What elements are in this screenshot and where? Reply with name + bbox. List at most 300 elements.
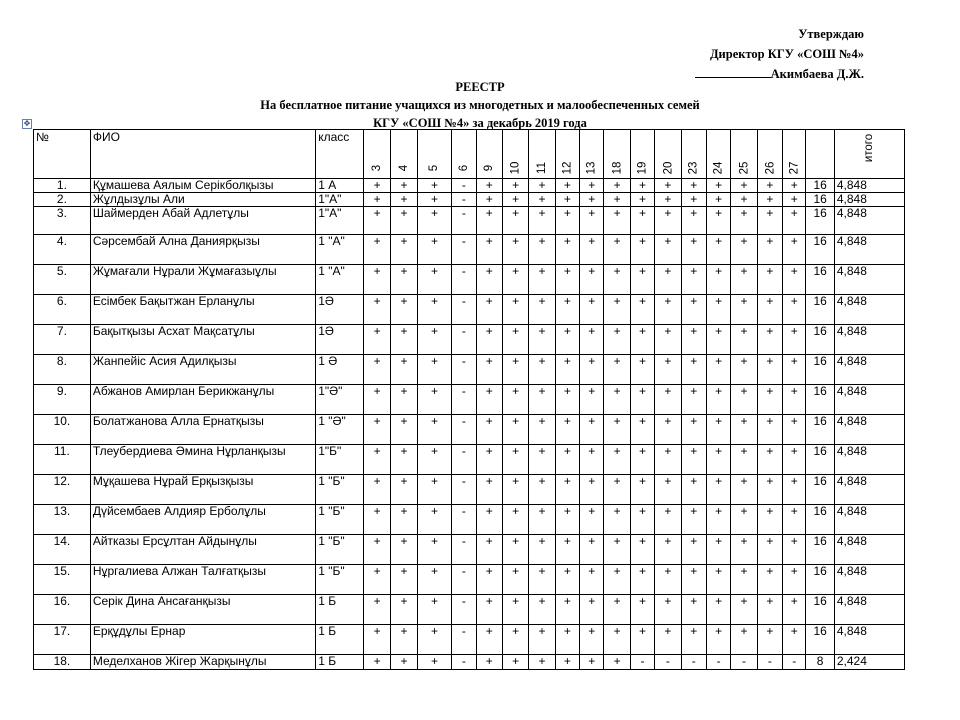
attendance-mark: + <box>604 505 630 535</box>
attendance-mark: + <box>555 325 579 355</box>
attendance-mark: + <box>529 235 555 265</box>
attendance-mark: + <box>706 625 730 655</box>
attendance-mark: + <box>555 385 579 415</box>
attendance-mark: + <box>706 535 730 565</box>
attendance-mark: + <box>580 207 604 235</box>
table-row <box>34 193 905 207</box>
attendance-mark: + <box>630 595 654 625</box>
header-day-label: 13 <box>585 161 598 175</box>
attendance-mark: + <box>391 265 417 295</box>
attendance-mark: + <box>630 355 654 385</box>
attendance-mark: + <box>417 355 452 385</box>
attendance-mark: + <box>529 445 555 475</box>
attendance-mark: - <box>655 655 681 670</box>
attendance-mark: + <box>417 235 452 265</box>
days-count: 16 <box>806 179 834 193</box>
student-class: 1 А <box>316 179 364 193</box>
title-line-2: На бесплатное питание учащихся из многодетных и малообеспеченных семей <box>260 98 700 112</box>
attendance-mark: + <box>580 265 604 295</box>
attendance-mark: + <box>529 475 555 505</box>
attendance-mark: + <box>417 179 452 193</box>
attendance-mark: - <box>681 655 706 670</box>
attendance-mark: + <box>604 385 630 415</box>
student-name: Болатжанова Алла Ернатқызы <box>90 415 315 445</box>
attendance-mark: + <box>529 385 555 415</box>
table-row <box>34 535 905 565</box>
table-row <box>34 415 905 445</box>
header-total-label: итого <box>863 133 876 163</box>
attendance-mark: + <box>391 179 417 193</box>
attendance-mark: + <box>391 235 417 265</box>
attendance-mark: + <box>706 265 730 295</box>
header-day <box>502 130 528 179</box>
attendance-mark: + <box>529 325 555 355</box>
attendance-mark: + <box>604 325 630 355</box>
row-number: 1. <box>34 179 91 193</box>
attendance-mark: + <box>555 565 579 595</box>
attendance-mark: + <box>783 595 806 625</box>
attendance-mark: + <box>529 415 555 445</box>
attendance-mark: - <box>452 625 476 655</box>
attendance-mark: - <box>452 565 476 595</box>
header-day <box>555 130 579 179</box>
attendance-mark: + <box>391 385 417 415</box>
attendance-mark: - <box>452 193 476 207</box>
row-number: 12. <box>34 475 91 505</box>
attendance-mark: + <box>363 325 390 355</box>
attendance-mark: + <box>706 325 730 355</box>
attendance-mark: + <box>529 625 555 655</box>
days-count: 16 <box>806 355 834 385</box>
attendance-mark: - <box>757 655 782 670</box>
header-day-label: 24 <box>712 161 725 175</box>
attendance-mark: + <box>363 415 390 445</box>
attendance-mark: + <box>476 385 502 415</box>
row-number: 17. <box>34 625 91 655</box>
attendance-mark: + <box>417 655 452 670</box>
row-number: 16. <box>34 595 91 625</box>
attendance-mark: + <box>604 445 630 475</box>
attendance-mark: + <box>706 445 730 475</box>
attendance-mark: + <box>580 179 604 193</box>
table-row <box>34 235 905 265</box>
attendance-mark: + <box>476 207 502 235</box>
attendance-mark: + <box>706 565 730 595</box>
attendance-mark: - <box>452 385 476 415</box>
attendance-mark: + <box>502 355 528 385</box>
header-day <box>476 130 502 179</box>
header-day-label: 12 <box>561 161 574 175</box>
attendance-mark: + <box>731 505 757 535</box>
attendance-mark: + <box>363 595 390 625</box>
attendance-mark: + <box>363 475 390 505</box>
header-day <box>452 130 476 179</box>
attendance-mark: + <box>731 355 757 385</box>
attendance-mark: + <box>655 595 681 625</box>
attendance-mark: + <box>529 595 555 625</box>
attendance-mark: + <box>580 655 604 670</box>
attendance-mark: + <box>502 415 528 445</box>
attendance-mark: + <box>757 475 782 505</box>
attendance-mark: + <box>529 355 555 385</box>
row-total: 4,848 <box>834 325 904 355</box>
attendance-mark: + <box>363 655 390 670</box>
attendance-mark: - <box>452 235 476 265</box>
student-class: 1 "Б" <box>316 535 364 565</box>
attendance-mark: + <box>580 475 604 505</box>
attendance-mark: + <box>417 625 452 655</box>
attendance-mark: + <box>731 475 757 505</box>
attendance-mark: + <box>604 207 630 235</box>
header-day <box>391 130 417 179</box>
attendance-mark: + <box>363 565 390 595</box>
attendance-mark: + <box>757 265 782 295</box>
attendance-mark: + <box>417 385 452 415</box>
attendance-mark: + <box>655 295 681 325</box>
attendance-mark: + <box>417 475 452 505</box>
attendance-mark: + <box>630 265 654 295</box>
attendance-mark: + <box>604 295 630 325</box>
header-day <box>706 130 730 179</box>
attendance-mark: + <box>655 625 681 655</box>
attendance-mark: + <box>502 235 528 265</box>
attendance-mark: + <box>391 193 417 207</box>
header-day-label: 5 <box>428 164 441 172</box>
row-number: 14. <box>34 535 91 565</box>
attendance-mark: + <box>731 295 757 325</box>
attendance-mark: - <box>731 655 757 670</box>
row-total: 4,848 <box>834 415 904 445</box>
attendance-mark: + <box>604 415 630 445</box>
row-total: 4,848 <box>834 295 904 325</box>
attendance-mark: + <box>502 655 528 670</box>
days-count: 16 <box>806 207 834 235</box>
attendance-mark: + <box>476 565 502 595</box>
approval-line-2: Директор КГУ «СОШ №4» <box>709 47 864 61</box>
attendance-mark: + <box>391 625 417 655</box>
table-body <box>34 179 905 670</box>
header-day-label: 18 <box>611 161 624 175</box>
attendance-mark: + <box>555 179 579 193</box>
attendance-mark: + <box>502 595 528 625</box>
attendance-mark: + <box>706 193 730 207</box>
attendance-mark: + <box>783 355 806 385</box>
attendance-mark: + <box>604 179 630 193</box>
attendance-mark: + <box>681 295 706 325</box>
attendance-mark: + <box>783 207 806 235</box>
attendance-mark: + <box>706 207 730 235</box>
attendance-mark: + <box>783 475 806 505</box>
attendance-mark: + <box>630 385 654 415</box>
student-name: Бақытқызы Асхат Мақсатұлы <box>90 325 315 355</box>
attendance-mark: + <box>476 475 502 505</box>
student-name: Айтказы Ерсұлтан Айдынұлы <box>90 535 315 565</box>
attendance-mark: + <box>502 295 528 325</box>
attendance-mark: + <box>529 565 555 595</box>
student-name: Дүйсембаев Алдияр Ерболұлы <box>90 505 315 535</box>
student-name: Нұргалиева Алжан Талғатқызы <box>90 565 315 595</box>
header-day-label: 27 <box>788 161 801 175</box>
attendance-mark: + <box>655 565 681 595</box>
attendance-mark: + <box>391 595 417 625</box>
table-row <box>34 265 905 295</box>
attendance-mark: + <box>363 265 390 295</box>
attendance-mark: + <box>630 625 654 655</box>
days-count: 16 <box>806 625 834 655</box>
days-count: 16 <box>806 235 834 265</box>
days-count: 16 <box>806 193 834 207</box>
attendance-mark: + <box>529 179 555 193</box>
attendance-mark: + <box>655 325 681 355</box>
attendance-mark: + <box>757 355 782 385</box>
registry-table <box>33 129 905 670</box>
attendance-mark: + <box>555 475 579 505</box>
attendance-mark: + <box>630 535 654 565</box>
attendance-mark: + <box>363 207 390 235</box>
attendance-mark: - <box>452 505 476 535</box>
row-number: 6. <box>34 295 91 325</box>
attendance-mark: + <box>555 505 579 535</box>
attendance-mark: + <box>706 179 730 193</box>
attendance-mark: + <box>757 235 782 265</box>
attendance-mark: + <box>391 655 417 670</box>
attendance-mark: + <box>757 207 782 235</box>
attendance-mark: + <box>529 295 555 325</box>
attendance-mark: + <box>363 535 390 565</box>
student-class: 1 Б <box>316 655 364 670</box>
attendance-mark: - <box>630 655 654 670</box>
student-name: Ерқұдұлы Ернар <box>90 625 315 655</box>
attendance-mark: + <box>655 415 681 445</box>
row-total: 4,848 <box>834 385 904 415</box>
row-number: 9. <box>34 385 91 415</box>
header-day <box>604 130 630 179</box>
row-number: 18. <box>34 655 91 670</box>
attendance-mark: - <box>706 655 730 670</box>
attendance-mark: + <box>555 235 579 265</box>
attendance-mark: + <box>731 179 757 193</box>
header-name: ФИО <box>90 130 315 179</box>
attendance-mark: + <box>476 655 502 670</box>
attendance-mark: + <box>363 295 390 325</box>
student-name: Меделханов Жігер Жарқынұлы <box>90 655 315 670</box>
attendance-mark: + <box>757 595 782 625</box>
attendance-mark: + <box>476 445 502 475</box>
attendance-mark: + <box>681 179 706 193</box>
attendance-mark: + <box>706 385 730 415</box>
row-total: 4,848 <box>834 595 904 625</box>
attendance-mark: + <box>783 295 806 325</box>
student-class: 1Ә <box>316 295 364 325</box>
attendance-mark: + <box>417 505 452 535</box>
approval-line-1: Утверждаю <box>798 27 864 41</box>
attendance-mark: + <box>731 385 757 415</box>
attendance-mark: + <box>706 235 730 265</box>
attendance-mark: + <box>502 385 528 415</box>
attendance-mark: + <box>417 295 452 325</box>
attendance-mark: + <box>783 385 806 415</box>
attendance-mark: + <box>363 505 390 535</box>
days-count: 16 <box>806 415 834 445</box>
header-day <box>417 130 452 179</box>
header-day-label: 20 <box>661 161 674 175</box>
attendance-mark: - <box>452 595 476 625</box>
attendance-mark: + <box>502 193 528 207</box>
title-line-1: РЕЕСТР <box>455 80 505 94</box>
attendance-mark: + <box>580 505 604 535</box>
days-count: 16 <box>806 295 834 325</box>
attendance-mark: + <box>555 415 579 445</box>
row-number: 13. <box>34 505 91 535</box>
student-name: Тлеубердиева Әмина Нұрланқызы <box>90 445 315 475</box>
attendance-mark: + <box>757 415 782 445</box>
attendance-mark: + <box>391 415 417 445</box>
attendance-mark: + <box>391 535 417 565</box>
student-name: Жұмағали Нұрали Жұмағазыұлы <box>90 265 315 295</box>
row-number: 2. <box>34 193 91 207</box>
attendance-mark: - <box>452 415 476 445</box>
attendance-mark: + <box>529 207 555 235</box>
attendance-mark: + <box>630 415 654 445</box>
attendance-mark: + <box>630 325 654 355</box>
table-row <box>34 385 905 415</box>
student-name: Шаймерден Абай Адлетұлы <box>90 207 315 235</box>
attendance-mark: + <box>555 265 579 295</box>
attendance-mark: + <box>555 295 579 325</box>
attendance-mark: + <box>391 475 417 505</box>
attendance-mark: + <box>580 325 604 355</box>
attendance-mark: + <box>476 625 502 655</box>
attendance-mark: + <box>731 193 757 207</box>
attendance-mark: + <box>757 445 782 475</box>
header-day-label: 4 <box>398 164 410 172</box>
attendance-mark: + <box>476 193 502 207</box>
days-count: 16 <box>806 505 834 535</box>
attendance-mark: + <box>655 535 681 565</box>
attendance-mark: + <box>604 595 630 625</box>
row-total: 4,848 <box>834 475 904 505</box>
attendance-mark: + <box>502 625 528 655</box>
attendance-mark: + <box>529 535 555 565</box>
attendance-mark: + <box>757 295 782 325</box>
table-row <box>34 355 905 385</box>
attendance-mark: + <box>604 265 630 295</box>
attendance-mark: + <box>476 265 502 295</box>
header-day <box>363 130 390 179</box>
student-class: 1"Ә" <box>316 385 364 415</box>
attendance-mark: + <box>580 445 604 475</box>
attendance-mark: + <box>757 179 782 193</box>
row-total: 4,848 <box>834 207 904 235</box>
attendance-mark: + <box>476 325 502 355</box>
attendance-mark: + <box>706 595 730 625</box>
attendance-mark: + <box>655 207 681 235</box>
attendance-mark: - <box>452 655 476 670</box>
attendance-mark: + <box>783 193 806 207</box>
attendance-mark: + <box>731 565 757 595</box>
row-total: 4,848 <box>834 505 904 535</box>
attendance-mark: + <box>417 595 452 625</box>
attendance-mark: + <box>417 535 452 565</box>
row-total: 4,848 <box>834 265 904 295</box>
attendance-mark: + <box>417 193 452 207</box>
attendance-mark: + <box>630 445 654 475</box>
attendance-mark: + <box>391 505 417 535</box>
student-class: 1 "Б" <box>316 505 364 535</box>
attendance-mark: + <box>580 595 604 625</box>
attendance-mark: + <box>417 445 452 475</box>
row-number: 4. <box>34 235 91 265</box>
attendance-mark: + <box>604 475 630 505</box>
row-total: 4,848 <box>834 193 904 207</box>
table-move-handle-icon[interactable]: ✥ <box>23 119 31 128</box>
header-day-label: 26 <box>763 161 776 175</box>
attendance-mark: + <box>757 565 782 595</box>
attendance-mark: + <box>681 235 706 265</box>
attendance-mark: + <box>502 207 528 235</box>
attendance-mark: + <box>783 265 806 295</box>
attendance-mark: + <box>681 445 706 475</box>
attendance-mark: + <box>681 505 706 535</box>
attendance-mark: - <box>452 535 476 565</box>
attendance-mark: + <box>731 325 757 355</box>
attendance-mark: + <box>681 385 706 415</box>
attendance-mark: + <box>417 415 452 445</box>
table-header-row <box>34 130 905 179</box>
attendance-mark: + <box>529 265 555 295</box>
attendance-mark: + <box>783 625 806 655</box>
attendance-mark: + <box>681 625 706 655</box>
attendance-mark: + <box>681 207 706 235</box>
table-row <box>34 325 905 355</box>
row-number: 5. <box>34 265 91 295</box>
attendance-mark: + <box>580 625 604 655</box>
attendance-mark: - <box>452 445 476 475</box>
attendance-mark: + <box>555 655 579 670</box>
attendance-mark: - <box>452 475 476 505</box>
table-row <box>34 595 905 625</box>
attendance-mark: + <box>604 535 630 565</box>
attendance-mark: + <box>604 655 630 670</box>
attendance-mark: - <box>452 295 476 325</box>
attendance-mark: - <box>452 355 476 385</box>
days-count: 16 <box>806 445 834 475</box>
attendance-mark: + <box>783 325 806 355</box>
attendance-mark: + <box>630 505 654 535</box>
attendance-mark: + <box>731 595 757 625</box>
table-row <box>34 295 905 325</box>
attendance-mark: + <box>681 595 706 625</box>
header-day <box>580 130 604 179</box>
attendance-mark: + <box>731 625 757 655</box>
attendance-mark: + <box>476 179 502 193</box>
header-class: класс <box>316 130 364 179</box>
attendance-mark: + <box>555 207 579 235</box>
student-class: 1 "Б" <box>316 475 364 505</box>
attendance-mark: + <box>476 595 502 625</box>
attendance-mark: + <box>681 325 706 355</box>
header-day-label: 19 <box>636 161 649 175</box>
attendance-mark: + <box>757 193 782 207</box>
attendance-mark: + <box>476 295 502 325</box>
attendance-mark: + <box>783 445 806 475</box>
attendance-mark: + <box>604 565 630 595</box>
attendance-mark: + <box>417 565 452 595</box>
attendance-mark: + <box>580 193 604 207</box>
attendance-mark: + <box>604 235 630 265</box>
attendance-mark: + <box>580 295 604 325</box>
attendance-mark: - <box>783 655 806 670</box>
